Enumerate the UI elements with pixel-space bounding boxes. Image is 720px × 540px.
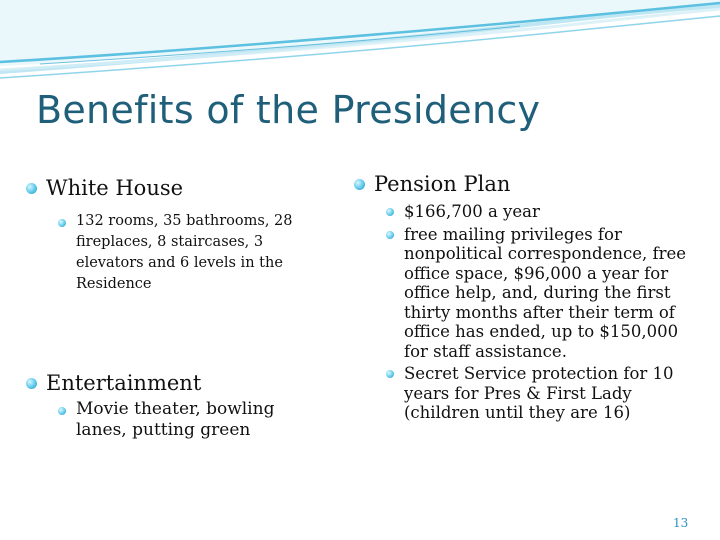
bullet-icon: [26, 378, 37, 389]
sub-bullet-text: free mailing privileges for nonpolitical correspondence, free office space, $96,000 a year for office help, and, during the first thirty months after their term of office has ended, up to $150,000 for staff assistance.: [404, 224, 687, 361]
bullet-heading: Pension Plan: [374, 172, 511, 196]
left-column: [24, 176, 324, 441]
sub-bullet-mailing: [382, 225, 702, 362]
sub-bullet-secret-service: [382, 364, 702, 423]
sub-bullet-text: Secret Service protection for 10 years for Pres & First Lady (children until they are 16): [404, 364, 674, 422]
bullet-heading: Entertainment: [46, 371, 202, 395]
bullet-icon: [354, 179, 365, 190]
sub-bullet-text: 132 rooms, 35 bathrooms, 28 fireplaces, 8 staircases, 3 elevators and 6 levels in the Residence: [76, 213, 293, 292]
bullet-icon: [386, 370, 394, 378]
page-number: 13: [673, 516, 689, 530]
decorative-wave-header: [0, 0, 720, 90]
right-column: [352, 172, 702, 423]
sub-bullet-text: $166,700 a year: [404, 202, 540, 221]
sub-bullet-text: Movie theater, bowling lanes, putting green: [76, 399, 275, 440]
bullet-icon: [386, 208, 394, 216]
slide-title: Benefits of the Presidency: [36, 88, 541, 132]
sub-bullet-entertainment: [54, 399, 324, 441]
bullet-icon: [58, 407, 66, 415]
bullet-icon: [386, 231, 394, 239]
sub-bullet-rooms: [54, 211, 324, 295]
sub-bullet-salary: [382, 202, 702, 222]
bullet-icon: [58, 219, 66, 227]
bullet-heading: White House: [46, 176, 184, 200]
bullet-icon: [26, 183, 37, 194]
bullet-pension-plan: [352, 172, 702, 196]
bullet-white-house: [24, 176, 324, 200]
bullet-entertainment: [24, 371, 324, 395]
